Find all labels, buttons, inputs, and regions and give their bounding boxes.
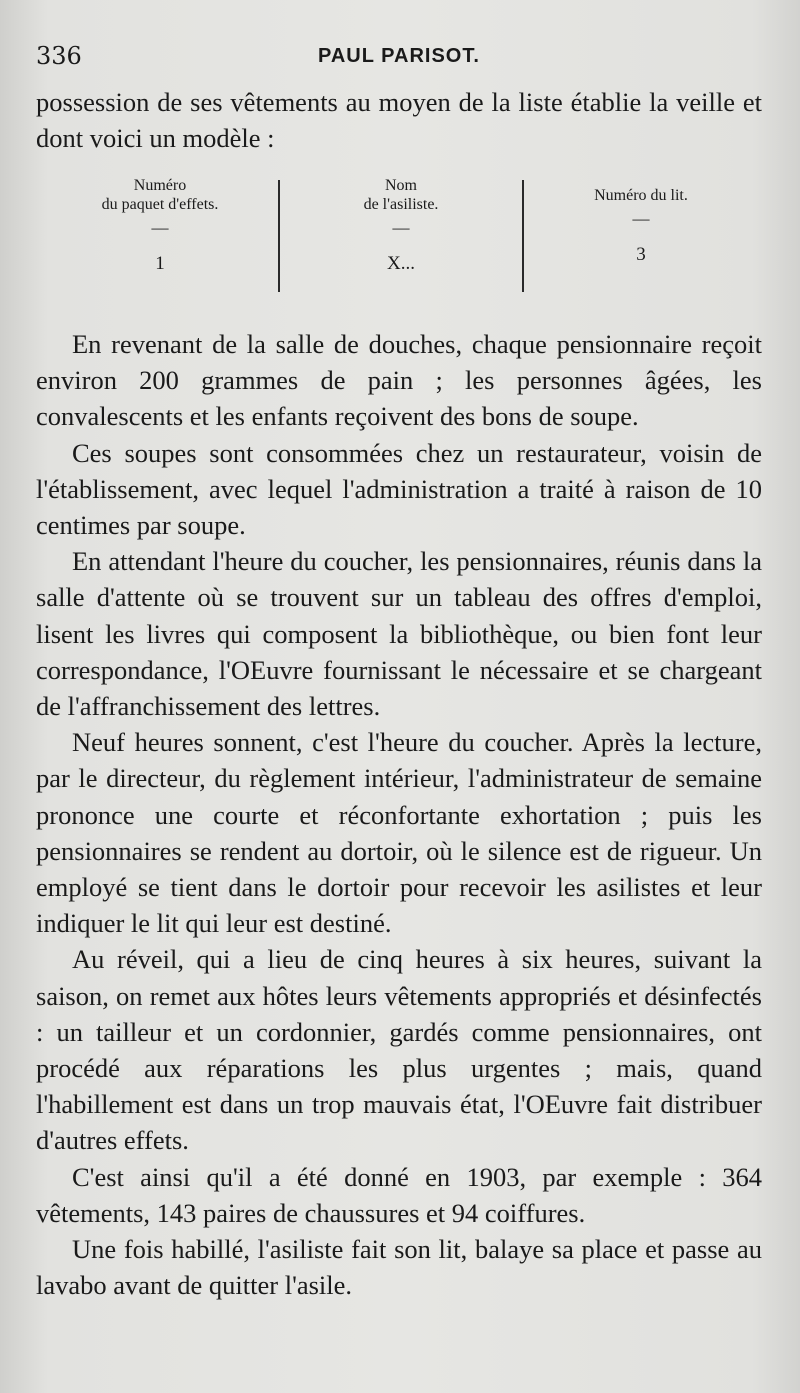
page-header	[36, 42, 760, 76]
table-column-bed-number	[522, 176, 760, 294]
paragraph: Ces soupes sont consommées chez un restaurateur, voisin de l'établissement, avec lequel l'administration a traité à raison de 10 centimes par soupe.	[36, 437, 762, 541]
paragraph: C'est ainsi qu'il a été donné en 1903, par exemple : 364 vêtements, 143 paires de chaussures et 94 coiffures.	[36, 1161, 762, 1228]
column-header: Nom de l'asiliste.	[363, 177, 439, 213]
column-dash: —	[392, 218, 410, 237]
column-value: 3	[636, 244, 646, 265]
table-column-name	[280, 176, 522, 294]
intro-paragraph: possession de ses vêtements au moyen de la liste établie la veille et dont voici un modèle :	[36, 87, 762, 154]
page-number: 336	[36, 42, 82, 70]
paragraph: Neuf heures sonnent, c'est l'heure du coucher. Après la lecture, par le directeur, du règlement intérieur, l'administrateur de semaine prononce une courte et réconfortante exhortation ; puis les pensionnaires se rendent au dortoir, où le silence est de rigueur. Un employé se tient dans le dortoir pour recevoir les asilistes et leur indiquer le lit qui leur est destiné.	[36, 727, 762, 939]
body-text	[36, 326, 762, 1303]
table-column-packet-number	[40, 176, 280, 294]
column-dash: —	[151, 218, 169, 237]
column-value: 1	[155, 253, 165, 274]
paragraph: En attendant l'heure du coucher, les pensionnaires, réunis dans la salle d'attente où se trouvent sur un tableau des offres d'emploi, lisent les livres qui composent la bibliothèque, ou bien font leur correspondance, l'OEuvre fournissant le nécessaire et se chargeant de l'affranchissement des lettres.	[36, 546, 762, 722]
paragraph: Au réveil, qui a lieu de cinq heures à six heures, suivant la saison, on remet aux hôtes leurs vêtements appropriés et désinfectés : un tailleur et un cordonnier, gardés comme pensionnaires, ont procédé aux réparations les plus urgentes ; mais, quand l'habillement est dans un trop mauvais état, l'OEuvre fait distribuer d'autres effets.	[36, 944, 762, 1156]
column-header: Numéro du paquet d'effets.	[101, 177, 219, 213]
running-title: PAUL PARISOT.	[318, 45, 480, 67]
column-dash: —	[632, 209, 650, 228]
effects-list-table	[40, 176, 760, 294]
paragraph: Une fois habillé, l'asiliste fait son lit, balaye sa place et passe au lavabo avant de quitter l'asile.	[36, 1234, 762, 1301]
paragraph: En revenant de la salle de douches, chaque pensionnaire reçoit environ 200 grammes de pain ; les personnes âgées, les convalescents et les enfants reçoivent des bons de soupe.	[36, 329, 762, 432]
column-value: X...	[387, 253, 415, 274]
column-header: Numéro du lit.	[594, 187, 688, 204]
